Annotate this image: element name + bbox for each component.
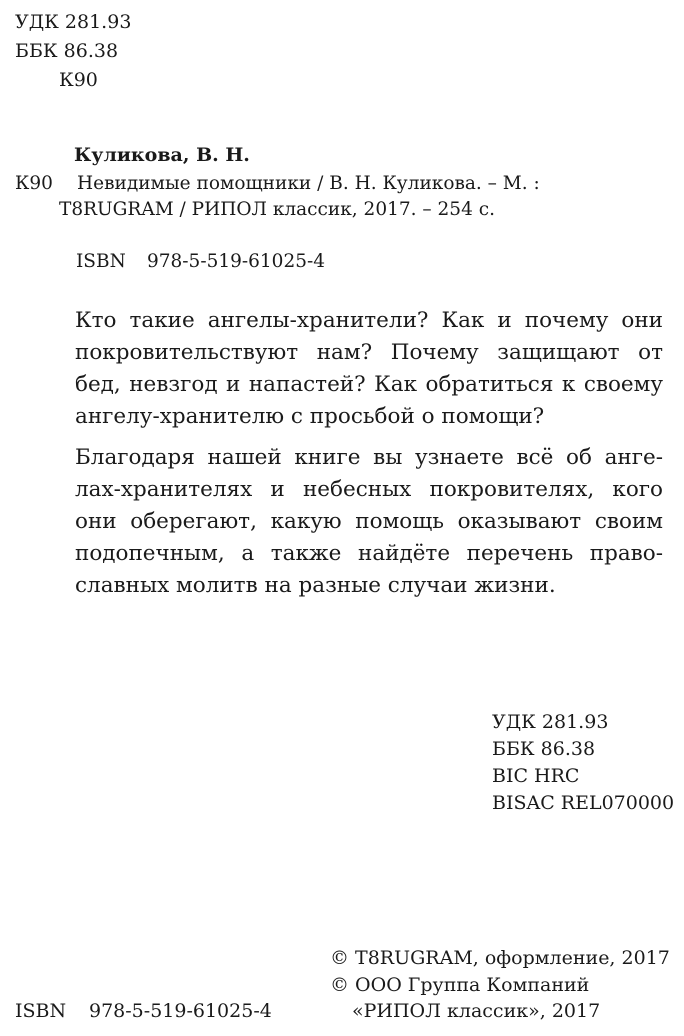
annotation [75,305,663,602]
author-name: Куликова, В. Н. [74,144,250,166]
isbn-label: ISBN [76,251,126,272]
annotation-paragraph-2 [75,442,663,602]
annotation-line: славных молитв на разные случаи жизни. [75,573,556,598]
annotation-line: Кто такие ангелы-хранители? Как и почему они [75,308,663,333]
publisher-line: T8RUGRAM / РИПОЛ классик, 2017. – 254 с. [59,199,495,220]
annotation-line: ангелу-хранителю с просьбой о помощи? [75,404,545,429]
annotation-line: бед, невзгод и напастей? Как обратиться к своему [75,372,663,397]
annotation-paragraph-1 [75,305,663,433]
udk-code: УДК 281.93 [15,11,132,33]
annotation-line: подопечным, а также найдёте перечень право- [75,541,663,566]
annotation-line: они оберегают, какую помощь оказывают своим [75,509,663,534]
copyright-line-1: © T8RUGRAM, оформление, 2017 [330,947,670,969]
title-line: Невидимые помощники / В. Н. Куликова. – М. : [77,173,540,194]
author-mark: К90 [59,69,98,91]
bbk-classification: ББК 86.38 [492,738,596,760]
footer-isbn-number: 978-5-519-61025-4 [89,1000,272,1022]
udk-classification: УДК 281.93 [492,711,609,733]
bisac-classification: BISAC REL070000 [492,792,675,814]
isbn-number: 978-5-519-61025-4 [147,251,326,272]
bbk-code: ББК 86.38 [15,40,119,62]
copyright-line-2: © ООО Группа Компаний [330,974,590,996]
annotation-line: Благодаря нашей книге вы узнаете всё об анге- [75,445,663,470]
copyright-line-3: «РИПОЛ классик», 2017 [352,1000,601,1022]
annotation-line: покровительствуют нам? Почему защищают от [75,340,663,365]
bic-classification: BIC HRC [492,765,580,787]
biblio-mark: К90 [15,173,53,194]
annotation-line: лах-хранителях и небесных покровителях, кого [75,477,663,502]
footer-isbn-label: ISBN [15,1000,67,1022]
